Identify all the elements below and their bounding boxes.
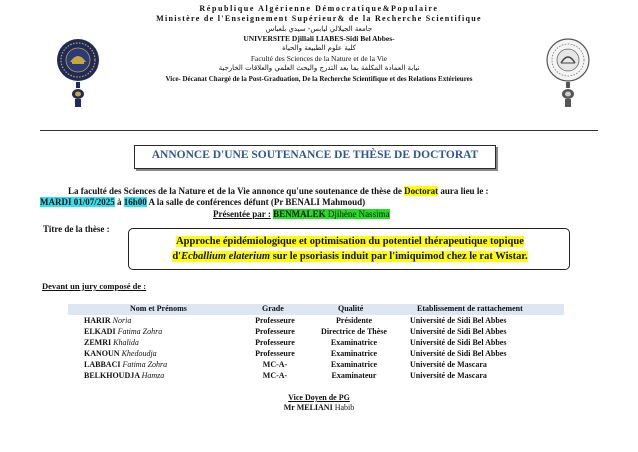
defense-place: A la salle de conférences défunt (Pr BENALI Mahmoud) bbox=[146, 197, 366, 207]
jury-member-last: HARIR bbox=[84, 316, 111, 325]
signatory-name bbox=[0, 403, 638, 412]
jury-member-grade: Professeure bbox=[255, 338, 295, 347]
presented-label: Présentée par : bbox=[213, 209, 271, 219]
jury-title: Devant un jury composé de : bbox=[42, 281, 147, 291]
jury-member-institution: Université de Sidi Bel Abbes bbox=[410, 327, 507, 336]
vice-dean-arabic: نيابة العمادة المكلفة بما بعد التدرج والبحث العلمي والعلاقات الخارجية bbox=[218, 64, 420, 72]
jury-member-grade: MC-A- bbox=[262, 371, 288, 380]
col-header-grade: Grade bbox=[262, 304, 284, 313]
signatory-last: Mr MELIANI bbox=[283, 403, 333, 412]
signatory-title: Vice Doyen de PG bbox=[288, 393, 350, 402]
intro-text-a: La faculté des Sciences de la Nature et de la Vie annonce qu'une soutenance de thèse de bbox=[68, 186, 405, 196]
university-seal-icon bbox=[56, 38, 100, 115]
jury-member-grade: Professeure bbox=[255, 349, 295, 358]
jury-member-name bbox=[84, 371, 164, 380]
thesis-species: Ecballium elaterium bbox=[181, 251, 271, 262]
announcement-intro bbox=[68, 186, 489, 196]
faculty-seal-icon bbox=[546, 38, 590, 115]
thesis-title bbox=[130, 234, 570, 264]
jury-member-name bbox=[84, 327, 162, 336]
jury-member-role: Présidente bbox=[336, 316, 372, 325]
jury-member-grade: MC-A- bbox=[262, 360, 288, 369]
jury-member-name bbox=[84, 338, 139, 347]
presenter-name bbox=[273, 209, 390, 219]
jury-member-grade: Professeure bbox=[255, 316, 295, 325]
announcement-title: ANNONCE D'UNE SOUTENANCE DE THÈSE DE DOCTORAT bbox=[151, 149, 479, 161]
date-at: à bbox=[114, 197, 124, 207]
thesis-line-2b: sur le psoriasis induit par l'imiquimod chez le rat Wistar. bbox=[270, 251, 528, 262]
faculty-name: Faculté des Sciences de la Nature et de la Vie bbox=[250, 54, 388, 63]
jury-member-institution: Université de Sidi Bel Abbes bbox=[410, 316, 507, 325]
jury-member-name bbox=[84, 349, 157, 358]
presenter-line bbox=[213, 209, 390, 219]
signatory-first: Habib bbox=[332, 403, 355, 412]
presenter-last: BENMALEK bbox=[273, 209, 326, 219]
jury-member-first: Khalida bbox=[113, 338, 139, 347]
jury-member-institution: Université de Sidi Bel Abbes bbox=[410, 349, 507, 358]
jury-member-name bbox=[84, 316, 131, 325]
defense-time: 16h00 bbox=[123, 197, 147, 207]
presenter-first: Djihène Nassima bbox=[325, 209, 390, 219]
ministry-heading: Ministère de l'Enseignement Supérieur& de la Recherche Scientifique bbox=[156, 14, 482, 23]
jury-member-first: Noria bbox=[112, 316, 132, 325]
thesis-line-1: Approche épidémiologique et optimisation du potentiel thérapeutique topique bbox=[176, 236, 524, 247]
jury-member-last: ELKADI bbox=[84, 327, 116, 336]
header-divider bbox=[40, 130, 598, 131]
thesis-line-2a: d' bbox=[172, 251, 182, 262]
doctorat-highlight: Doctorat bbox=[404, 186, 439, 196]
col-header-institution: Etablissement de rattachement bbox=[417, 304, 523, 313]
republic-heading: République Algérienne Démocratique&Populaire bbox=[199, 4, 439, 13]
jury-member-role: Examinateur bbox=[331, 371, 377, 380]
jury-member-name bbox=[84, 360, 167, 369]
vice-dean-office: Vice- Décanat Chargé de la Post-Graduation, De la Recherche Scientifique et des Relations Extérieures bbox=[165, 75, 473, 83]
jury-member-institution: Université de Sidi Bel Abbes bbox=[410, 338, 507, 347]
col-header-role: Qualité bbox=[338, 304, 364, 313]
faculty-arabic: كلية علوم الطبيعة والحياة bbox=[282, 44, 356, 52]
col-header-name: Nom et Prénoms bbox=[130, 304, 187, 313]
defense-date-line bbox=[40, 197, 365, 207]
jury-member-institution: Université de Mascara bbox=[410, 371, 487, 380]
jury-member-role: Examinatrice bbox=[330, 338, 378, 347]
jury-member-last: LABBACI bbox=[84, 360, 121, 369]
jury-member-first: Hamza bbox=[141, 371, 165, 380]
intro-text-b: aura lieu le : bbox=[438, 186, 489, 196]
jury-member-last: ZEMRI bbox=[84, 338, 112, 347]
jury-member-last: KANOUN bbox=[84, 349, 120, 358]
university-arabic: جامعة الجيلالي ليابس- سيدي بلعباس bbox=[265, 25, 373, 33]
jury-member-first: Fatima Zohra bbox=[117, 327, 163, 336]
jury-member-last: BELKHOUDJA bbox=[84, 371, 140, 380]
jury-member-role: Examinatrice bbox=[330, 349, 378, 358]
university-name: UNIVERSITE Djillali LIABES-Sidi Bel Abbes- bbox=[243, 34, 395, 43]
defense-date: MARDI 01/07/2025 bbox=[40, 197, 115, 207]
jury-member-institution: Université de Mascara bbox=[410, 360, 487, 369]
jury-member-first: Fatima Zohra bbox=[122, 360, 168, 369]
thesis-label: Titre de la thèse : bbox=[43, 224, 110, 234]
thesis-line-2 bbox=[172, 251, 527, 262]
jury-member-grade: Professeure bbox=[255, 327, 295, 336]
jury-member-role: Examinatrice bbox=[330, 360, 378, 369]
jury-member-first: Khedoudja bbox=[121, 349, 157, 358]
jury-member-role: Directrice de Thèse bbox=[321, 327, 387, 336]
